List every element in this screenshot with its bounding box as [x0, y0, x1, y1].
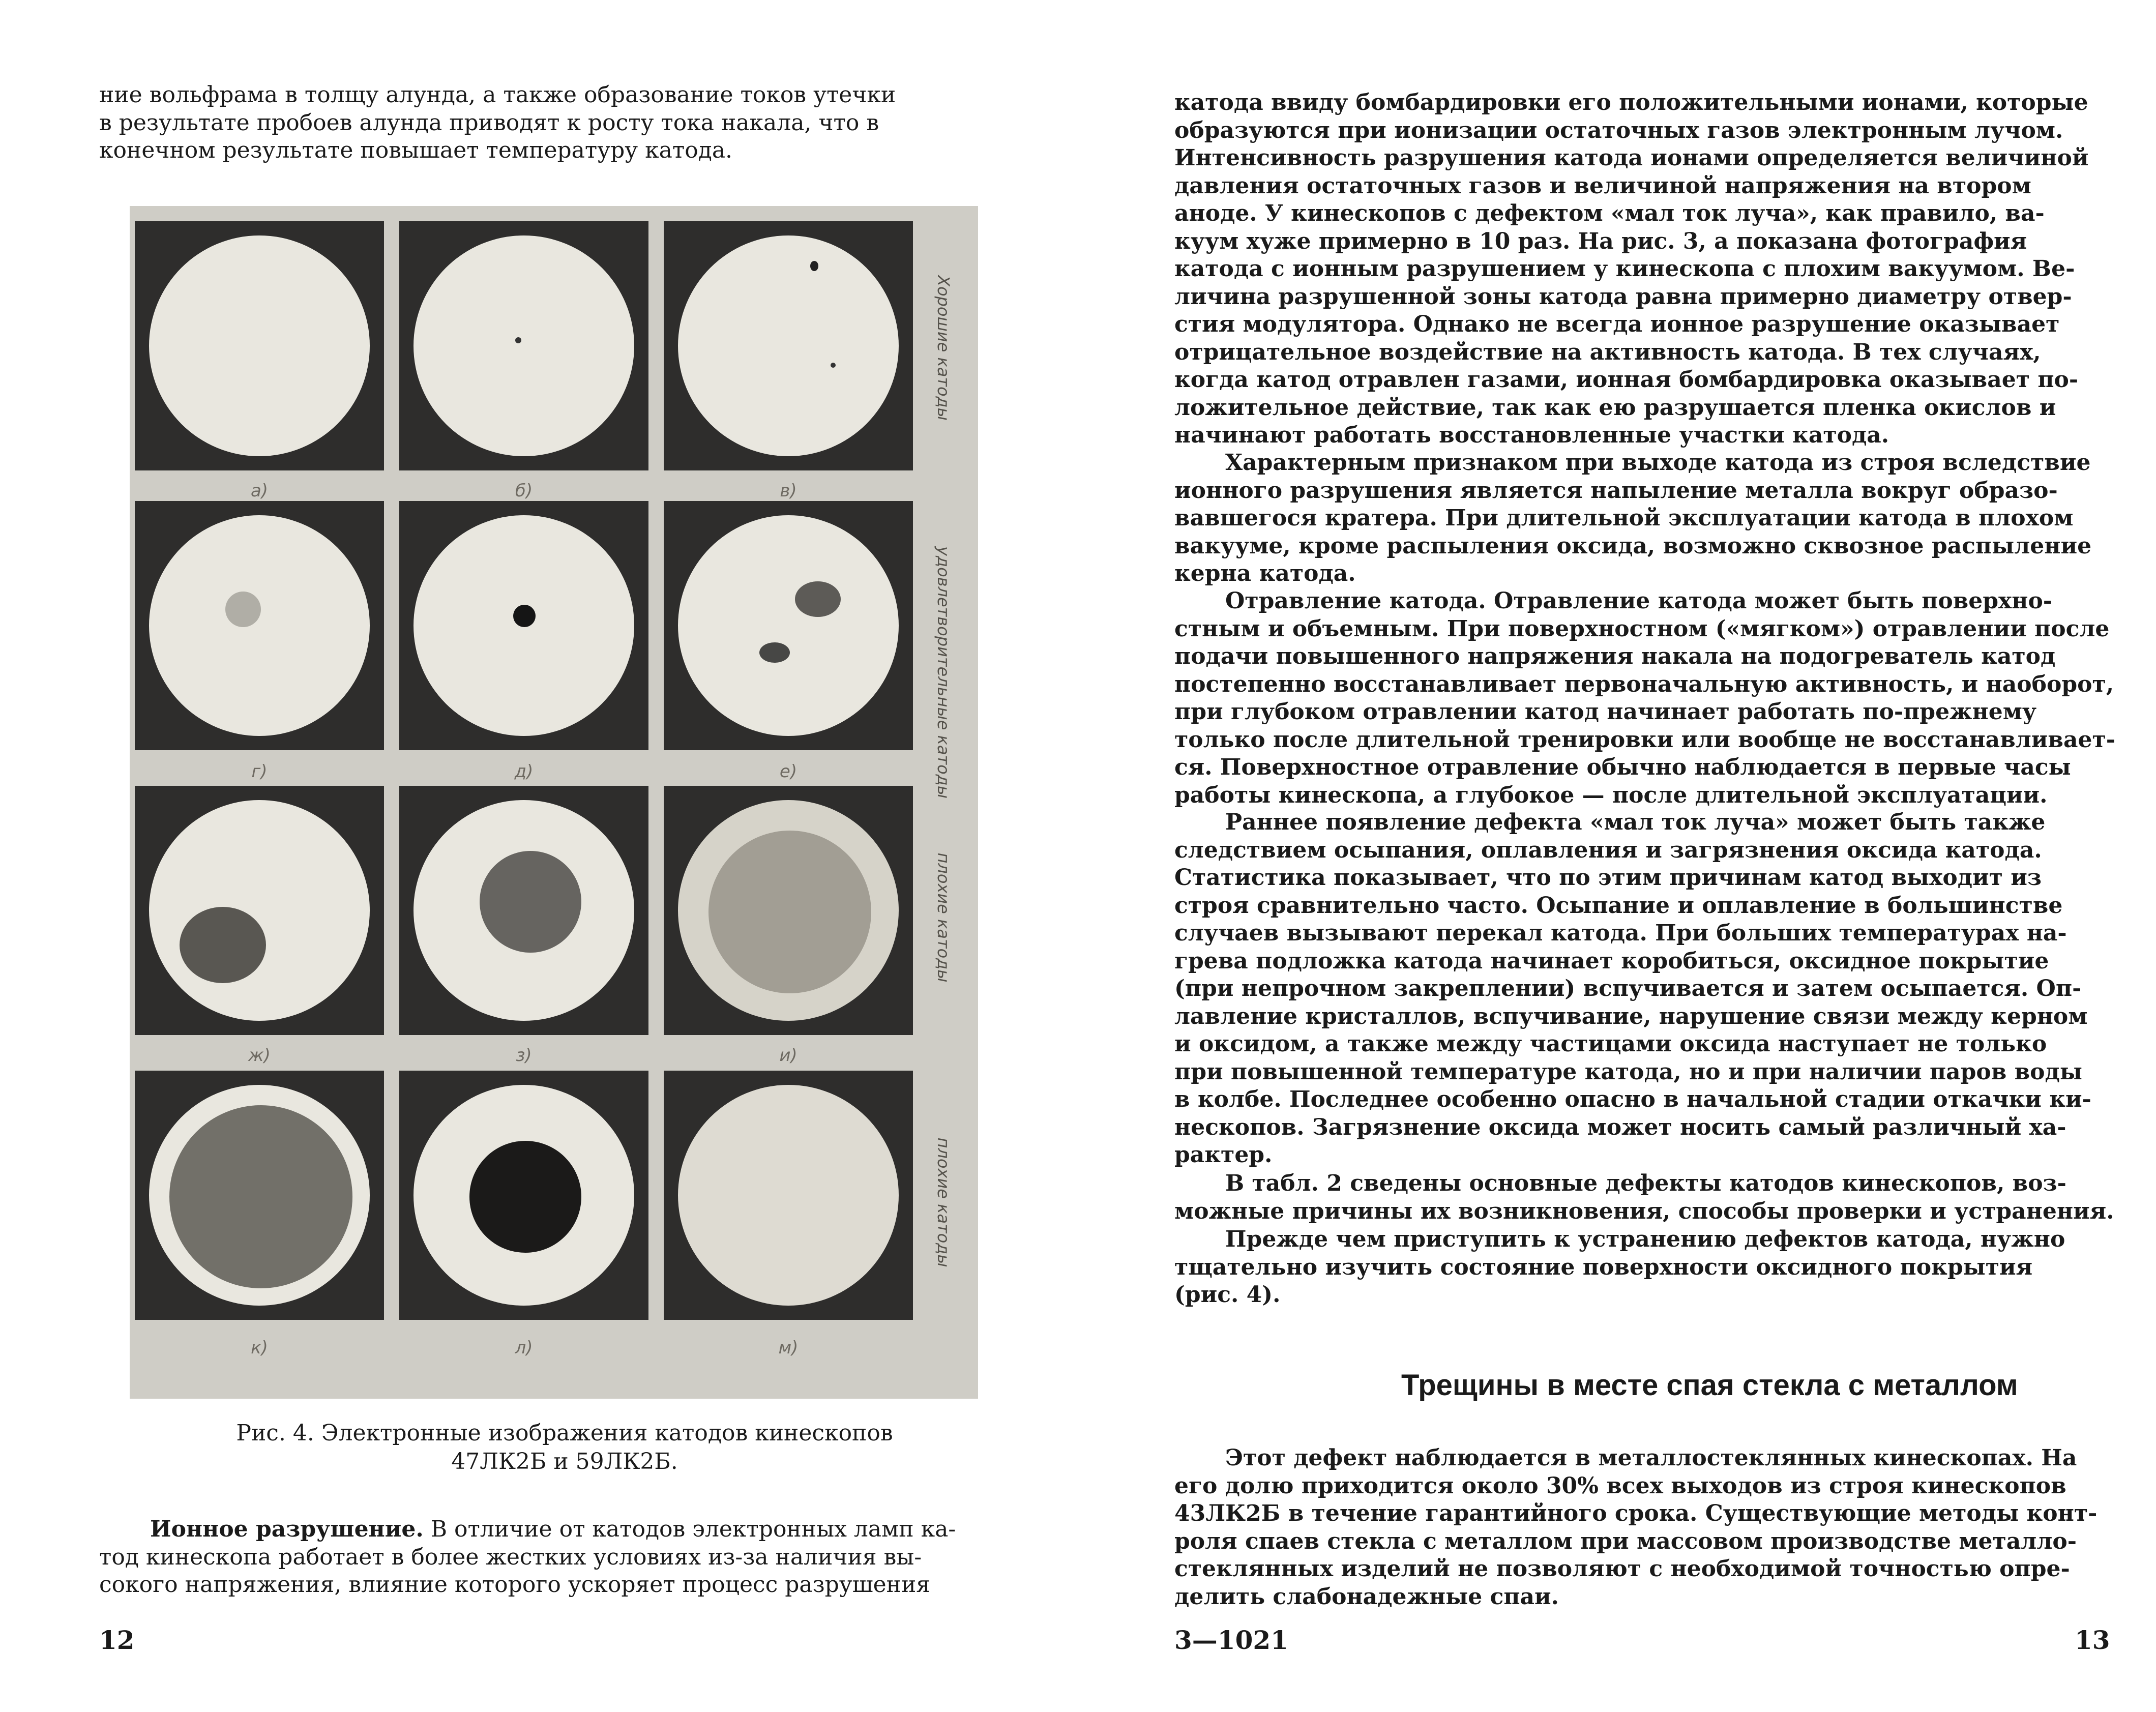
text-line: аноде. У кинескопов с дефектом «мал ток луча», как правило, ва- — [1174, 200, 2045, 226]
text-line: Раннее появление дефекта «мал ток луча» может быть также — [1225, 809, 2046, 835]
text-line: ложительное действие, так как ею разрушается пленка окислов и — [1174, 394, 2056, 421]
text-line: тщательно изучить состояние поверхности оксидного покрытия — [1174, 1254, 2033, 1280]
figure-label: д) — [514, 761, 534, 782]
text-line: В табл. 2 сведены основные дефекты катодов кинескопов, воз- — [1225, 1170, 2066, 1196]
ion-paragraph — [99, 1516, 979, 1599]
text-line: подачи повышенного напряжения накала на подогреватель катод — [1174, 643, 2056, 669]
text-line: куум хуже примерно в 10 раз. На рис. 3, а показана фотография — [1174, 228, 2027, 254]
text-line: 43ЛК2Б в течение гарантийного срока. Существующие методы конт- — [1174, 1500, 2098, 1526]
text-line: В отличие от катодов электронных ламп ка- — [423, 1516, 956, 1542]
caption-line: 47ЛК2Б и 59ЛК2Б. — [451, 1449, 678, 1474]
text-line: начинают работать восстановленные участки катода. — [1174, 422, 1889, 448]
text-line: следствием осыпания, оплавления и загрязнения оксида катода. — [1174, 837, 2042, 863]
text-line: и оксидом, а также между частицами оксида наступает не только — [1174, 1031, 2047, 1057]
text-line: катода с ионным разрушением у кинескопа с плохим вакуумом. Ве- — [1174, 256, 2075, 282]
paragraph-1 — [1174, 89, 2131, 450]
side-notes — [933, 206, 955, 1399]
page-number: 12 — [99, 1625, 135, 1655]
cathode-image-l — [399, 1071, 648, 1320]
text-line: Отравление катода может быть поверхно- — [1486, 588, 2053, 614]
text-line: можные причины их возникновения, способы проверки и устранения. — [1174, 1198, 2114, 1224]
figure-label: и) — [779, 1045, 798, 1066]
signature-mark: 3—1021 — [1174, 1625, 1288, 1655]
text-line: конечном результате повышает температуру катода. — [99, 137, 733, 163]
text-line: катода ввиду бомбардировки его положительными ионами, которые — [1174, 90, 2088, 115]
paragraph-3 — [1174, 587, 2131, 809]
text-line: работы кинескопа, а глубокое — после длительной эксплуатации. — [1174, 782, 2048, 808]
text-line: Этот дефект наблюдается в металлостеклянных кинескопах. На — [1225, 1445, 2077, 1471]
figure-label: ж) — [248, 1045, 271, 1066]
ion-heading: Ионное разрушение. — [150, 1516, 424, 1542]
text-line: стия модулятора. Однако не всегда ионное разрушение оказывает — [1174, 311, 2060, 337]
text-line: Характерным признаком при выходе катода из строя вследствие — [1225, 450, 2091, 476]
figure-label: м) — [778, 1338, 799, 1358]
page-number: 13 — [2075, 1625, 2110, 1655]
cathode-image-g — [135, 501, 384, 750]
text-line: стным и объемным. При поверхностном («мягком») отравлении после — [1174, 615, 2110, 642]
cathode-image-b — [399, 221, 648, 470]
section-heading: Трещины в месте спая стекла с металлом — [1401, 1369, 2018, 1402]
text-line: лавление кристаллов, вспучивание, нарушение связи между керном — [1174, 1003, 2088, 1029]
paragraph-5 — [1174, 1170, 2131, 1225]
figure-label: в) — [780, 481, 797, 501]
text-line: стеклянных изделий не позволяют с необходимой точностью опре- — [1174, 1556, 2070, 1582]
text-line: при повышенной температуре катода, но и при наличии паров воды — [1174, 1058, 2082, 1085]
paragraph-2 — [1174, 449, 2131, 588]
text-line: отрицательное воздействие на активность катода. В тех случаях, — [1174, 339, 2041, 365]
text-line: (рис. 4). — [1174, 1282, 1281, 1308]
cathode-image-m — [664, 1071, 913, 1320]
text-line: при глубоком отравлении катод начинает работать по-прежнему — [1174, 699, 2037, 725]
paragraph-6 — [1174, 1226, 2131, 1309]
text-line: роля спаев стекла с металлом при массовом производстве металло- — [1174, 1528, 2077, 1554]
text-line: только после длительной тренировки или вообще не восстанавливает- — [1174, 726, 2116, 753]
text-line: керна катода. — [1174, 560, 1356, 586]
caption-line: Рис. 4. Электронные изображения катодов кинескопов — [236, 1420, 893, 1446]
text-line: вавшегося кратера. При длительной эксплуатации катода в плохом — [1174, 505, 2074, 531]
text-line: в колбе. Последнее особенно опасно в начальной стадии откачки ки- — [1174, 1086, 2091, 1112]
cathode-image-v — [664, 221, 913, 470]
figure-label: л) — [515, 1338, 533, 1358]
side-note: плохие катоды — [934, 852, 953, 983]
intro-paragraph — [99, 81, 979, 165]
cathode-image-k — [135, 1071, 384, 1320]
figure-label: е) — [779, 761, 798, 782]
paragraph-4 — [1174, 809, 2131, 1169]
text-line: делить слабонадежные спаи. — [1174, 1583, 1559, 1610]
para3-heading: Отравление катода. — [1225, 588, 1486, 614]
text-line: тод кинескопа работает в более жестких условиях из-за наличия вы- — [99, 1544, 922, 1570]
text-line: грева подложка катода начинает коробиться, оксидное покрытие — [1174, 948, 2049, 974]
text-line: образуются при ионизации остаточных газов электронным лучом. — [1174, 117, 2063, 143]
text-line: Статистика показывает, что по этим причинам катод выходит из — [1174, 865, 2042, 891]
text-line: ся. Поверхностное отравление обычно наблюдается в первые часы — [1174, 754, 2071, 780]
figure-caption — [158, 1419, 971, 1476]
text-line: ионного разрушения является напыление металла вокруг образо- — [1174, 477, 2058, 504]
text-line: вакууме, кроме распыления оксида, возможно сквозное распыление — [1174, 533, 2092, 559]
text-line: случаев вызывают перекал катода. При больших температурах на- — [1174, 920, 2067, 946]
cathode-image-e — [664, 501, 913, 750]
text-line: личина разрушенной зоны катода равна примерно диаметру отвер- — [1174, 283, 2072, 310]
figure-label: а) — [250, 481, 269, 501]
text-line: давления остаточных газов и величиной напряжения на втором — [1174, 172, 2031, 199]
right-page — [1078, 0, 2156, 1712]
figure-label: к) — [251, 1338, 268, 1358]
text-line: сокого напряжения, влияние которого ускоряет процесс разрушения — [99, 1572, 931, 1598]
text-line: когда катод отравлен газами, ионная бомбардировка оказывает по- — [1174, 367, 2079, 393]
side-note: плохие катоды — [934, 1137, 953, 1267]
figure-label: з) — [516, 1045, 532, 1066]
text-line: нескопов. Загрязнение оксида может носить самый различный ха- — [1174, 1114, 2066, 1140]
text-line: (при непрочном закреплении) вспучивается и затем осыпается. Оп- — [1174, 976, 2082, 1001]
text-line: Прежде чем приступить к устранению дефектов катода, нужно — [1225, 1226, 2065, 1252]
side-note: Хорошие катоды — [934, 275, 953, 421]
cathode-image-a — [135, 221, 384, 470]
cathode-image-d — [399, 501, 648, 750]
paragraph-7 — [1174, 1444, 2131, 1611]
cathode-image-z — [399, 786, 648, 1035]
side-note: удовлетворительные катоды — [934, 546, 953, 799]
text-line: в результате пробоев алунда приводят к росту тока накала, что в — [99, 109, 879, 136]
text-line: ние вольфрама в толщу алунда, а также образование токов утечки — [99, 82, 896, 108]
text-line: рактер. — [1174, 1142, 1273, 1168]
text-line: постепенно восстанавливает первоначальную активность, и наоборот, — [1174, 671, 2114, 697]
figure-label: б) — [515, 481, 533, 501]
text-line: Интенсивность разрушения катода ионами определяется величиной — [1174, 145, 2089, 171]
cathode-figure — [130, 206, 978, 1399]
text-line: его долю приходится около 30% всех выходов из строя кинескопов — [1174, 1472, 2066, 1499]
text-line: строя сравнительно часто. Осыпание и оплавление в большинстве — [1174, 892, 2063, 919]
figure-label: г) — [251, 761, 268, 782]
cathode-image-i — [664, 786, 913, 1035]
cathode-image-zh — [135, 786, 384, 1035]
